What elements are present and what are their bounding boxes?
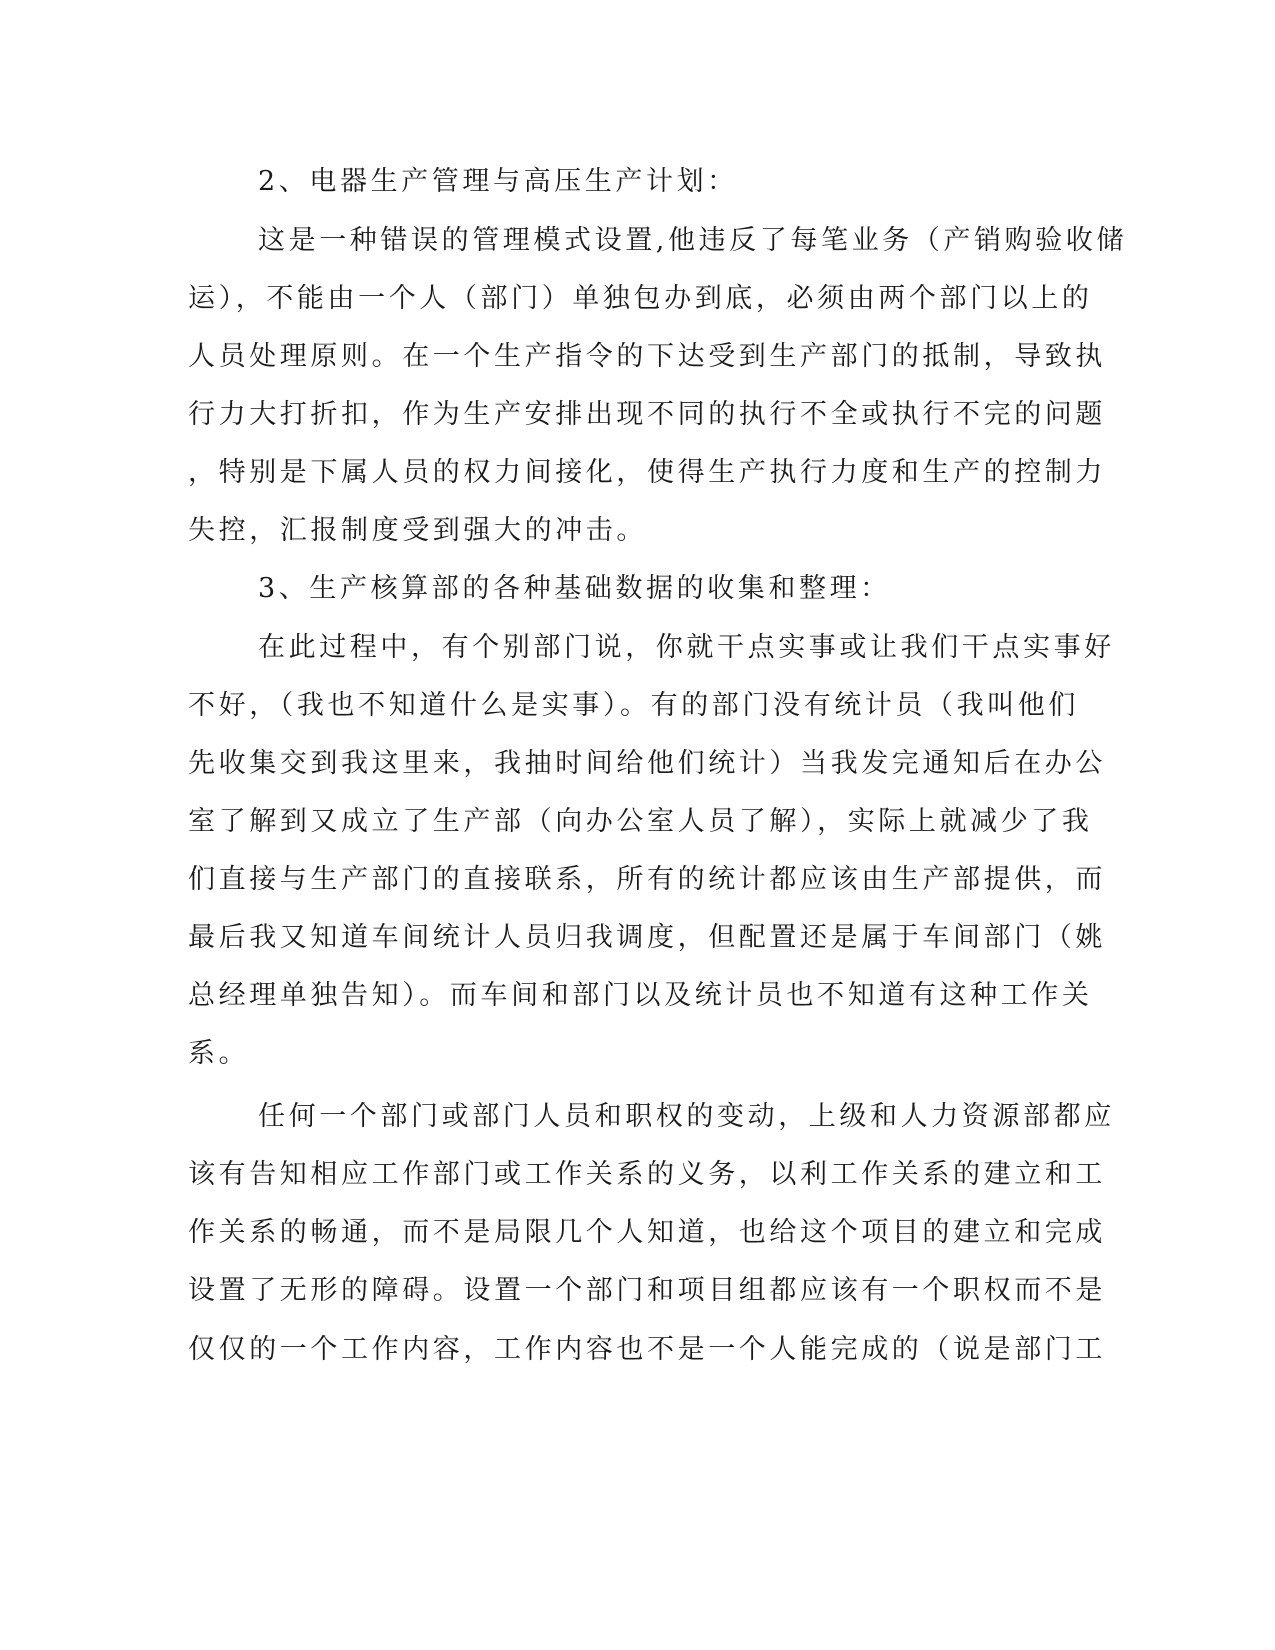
paragraph-line: 室了解到又成立了生产部（向办公室人员了解），实际上就减少了我 bbox=[188, 806, 1093, 837]
paragraph-line: 最后我又知道车间统计人员归我调度，但配置还是属于车间部门（姚 bbox=[188, 922, 1106, 953]
paragraph-line: 不好，（我也不知道什么是实事）。有的部门没有统计员（我叫他们 bbox=[188, 690, 1079, 721]
paragraph-line: 失控，汇报制度受到强大的冲击。 bbox=[188, 515, 647, 546]
paragraph-line: 作关系的畅通，而不是局限几个人知道，也给这个项目的建立和完成 bbox=[188, 1217, 1106, 1248]
paragraph-line: 系。 bbox=[188, 1038, 250, 1069]
paragraph-line: 们直接与生产部门的直接联系，所有的统计都应该由生产部提供，而 bbox=[188, 864, 1106, 895]
paragraph-line: 仅仅的一个工作内容，工作内容也不是一个人能完成的（说是部门工 bbox=[188, 1334, 1106, 1365]
paragraph-line: 该有告知相应工作部门或工作关系的义务，以利工作关系的建立和工 bbox=[188, 1159, 1106, 1190]
paragraph-line: 任何一个部门或部门人员和职权的变动，上级和人力资源部都应 bbox=[258, 1101, 1115, 1132]
paragraph-line: 在此过程中，有个别部门说，你就干点实事或让我们干点实事好 bbox=[258, 632, 1115, 663]
paragraph-line: 人员处理原则。在一个生产指令的下达受到生产部门的抵制，导致执 bbox=[188, 341, 1106, 372]
paragraph-line: 这是一种错误的管理模式设置,他违反了每笔业务（产销购验收储 bbox=[258, 225, 1127, 256]
section-heading-2: 2、电器生产管理与高压生产计划： bbox=[258, 166, 738, 197]
paragraph-line: 总经理单独告知）。而车间和部门以及统计员也不知道有这种工作关 bbox=[188, 980, 1093, 1011]
section-heading-3: 3、生产核算部的各种基础数据的收集和整理： bbox=[258, 573, 891, 604]
paragraph-line: 设置了无形的障碍。设置一个部门和项目组都应该有一个职权而不是 bbox=[188, 1275, 1106, 1306]
paragraph-line: 运），不能由一个人（部门）单独包办到底，必须由两个部门以上的 bbox=[188, 283, 1093, 314]
paragraph-line: 行力大打折扣，作为生产安排出现不同的执行不全或执行不完的问题 bbox=[188, 399, 1106, 430]
paragraph-line: 先收集交到我这里来，我抽时间给他们统计）当我发完通知后在办公 bbox=[188, 748, 1106, 779]
paragraph-line: ，特别是下属人员的权力间接化，使得生产执行力度和生产的控制力 bbox=[188, 457, 1106, 488]
